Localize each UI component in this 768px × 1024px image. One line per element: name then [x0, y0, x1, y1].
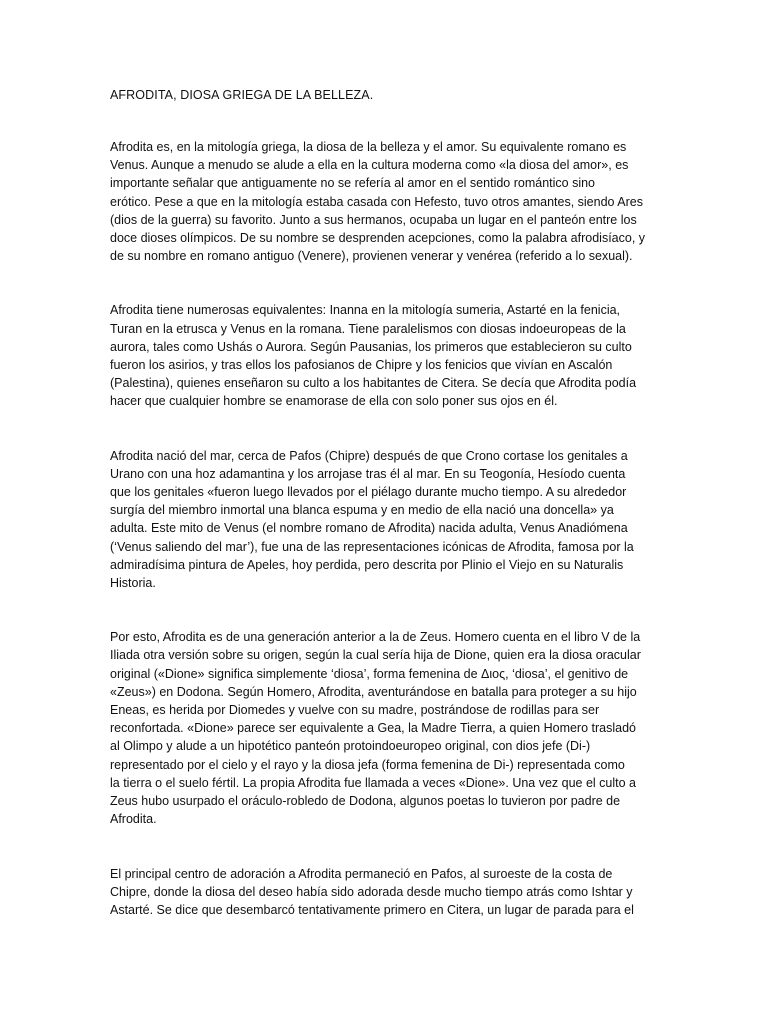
paragraph-1	[110, 138, 662, 265]
text-line: Iliada otra versión sobre su origen, según la cual sería hija de Dione, quien era la diosa oracular	[110, 648, 641, 663]
text-line: representado por el cielo y el rayo y la diosa jefa (forma femenina de Di-) representada como	[110, 757, 625, 772]
text-line: Afrodita nació del mar, cerca de Pafos (Chipre) después de que Crono cortase los genitales a	[110, 448, 628, 463]
text-line: doce dioses olímpicos. De su nombre se desprenden acepciones, como la palabra afrodisíaco, y	[110, 231, 646, 246]
paragraph-3	[110, 447, 662, 593]
text-line: «Zeus») en Dodona. Según Homero, Afrodita, aventurándose en batalla para proteger a su hijo	[110, 684, 637, 699]
text-line: fueron los asirios, y tras ellos los pafosianos de Chipre y los fenicios que vivían en Ascalón	[110, 358, 613, 373]
text-line: adulta. Este mito de Venus (el nombre romano de Afrodita) nacida adulta, Venus Anadiómena	[110, 521, 628, 536]
text-line: Venus. Aunque a menudo se alude a ella en la cultura moderna como «la diosa del amor», es	[110, 158, 629, 173]
paragraph-5	[110, 865, 662, 920]
text-line: erótico. Pese a que en la mitología estaba casada con Hefesto, tuvo otros amantes, siendo Ares	[110, 194, 643, 209]
text-line: Historia.	[110, 576, 156, 591]
text-line: El principal centro de adoración a Afrodita permaneció en Pafos, al suroeste de la costa de	[110, 866, 613, 881]
text-line: Afrodita tiene numerosas equivalentes: Inanna en la mitología sumeria, Astarté en la fenicia,	[110, 303, 621, 318]
text-line: (dios de la guerra) su favorito. Junto a sus hermanos, ocupaba un lugar en el panteón entre los	[110, 212, 637, 227]
text-line: Chipre, donde la diosa del deseo había sido adorada desde mucho tiempo atrás como Ishtar y	[110, 884, 633, 899]
text-line: Eneas, es herida por Diomedes y vuelve con su madre, postrándose de rodillas para ser	[110, 703, 600, 718]
text-line: al Olimpo y alude a un hipotético panteón protoindoeuropeo original, con dios jefe (Di-)	[110, 739, 591, 754]
text-line: Urano con una hoz adamantina y los arrojase tras él al mar. En su Teogonía, Hesíodo cuenta	[110, 466, 626, 481]
text-line: admiradísima pintura de Apeles, hoy perdida, pero descrita por Plinio el Viejo en su Naturalis	[110, 557, 624, 572]
text-line: Astarté. Se dice que desembarcó tentativamente primero en Citera, un lugar de parada para el	[110, 902, 634, 917]
paragraph-2	[110, 301, 662, 410]
text-line: Turan en la etrusca y Venus en la romana. Tiene paralelismos con diosas indoeuropeas de la	[110, 321, 626, 336]
text-line: Zeus hubo usurpado el oráculo-robledo de Dodona, algunos poetas lo tuvieron por padre de	[110, 794, 621, 809]
text-line: Afrodita.	[110, 812, 157, 827]
paragraph-4	[110, 628, 662, 828]
text-line: (Palestina), quienes enseñaron su culto a los habitantes de Citera. Se decía que Afrodita podía	[110, 376, 637, 391]
text-line: la tierra o el suelo fértil. La propia Afrodita fue llamada a veces «Dione». Una vez que el culto a	[110, 775, 637, 790]
text-line: hacer que cualquier hombre se enamorase de ella con solo poner sus ojos en él.	[110, 394, 558, 409]
text-line: surgía del miembro inmortal una blanca espuma y en medio de ella nació una doncella» ya	[110, 503, 614, 518]
text-line: que los genitales «fueron luego llevados por el piélago durante mucho tiempo. A su alrededor	[110, 485, 627, 500]
text-line: Por esto, Afrodita es de una generación anterior a la de Zeus. Homero cuenta en el libro V de la	[110, 630, 641, 645]
text-line: reconfortada. «Dione» parece ser equivalente a Gea, la Madre Tierra, a quien Homero trasladó	[110, 721, 636, 736]
document-title: AFRODITA, DIOSA GRIEGA DE LA BELLEZA.	[110, 88, 374, 102]
text-line: (‘Venus saliendo del mar’), fue una de las representaciones icónicas de Afrodita, famosa por la	[110, 539, 634, 554]
text-line: Afrodita es, en la mitología griega, la diosa de la belleza y el amor. Su equivalente romano es	[110, 140, 627, 154]
text-line: original («Dione» significa simplemente ‘diosa’, forma femenina de Διος, ‘diosa’, el genitivo de	[110, 666, 629, 681]
text-line: de su nombre en romano antiguo (Venere), provienen venerar y venérea (referido a lo sexual).	[110, 249, 633, 264]
text-line: aurora, tales como Ushás o Aurora. Según Pausanias, los primeros que establecieron su culto	[110, 339, 632, 354]
text-line: importante señalar que antiguamente no se refería al amor en el sentido romántico sino	[110, 176, 596, 191]
